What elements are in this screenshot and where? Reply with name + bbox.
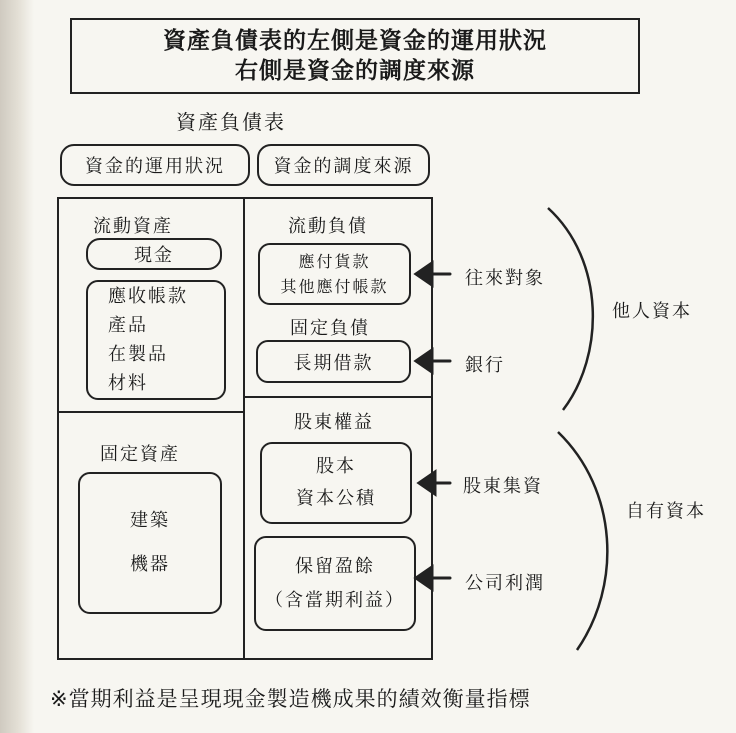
group-others-capital: 他人資本 <box>612 301 692 322</box>
right-header-label: 資金的調度來源 <box>273 156 414 177</box>
brace-own-capital <box>558 432 607 650</box>
source-shareholders: 股東集資 <box>463 476 543 497</box>
retained-earnings-item: （含當期利益） <box>265 589 405 611</box>
capital-item: 資本公積 <box>296 488 376 509</box>
payables-item: 其他應付帳款 <box>280 277 389 296</box>
arrow-company-profit-head <box>416 567 432 589</box>
left-header-label: 資金的運用狀況 <box>85 156 225 177</box>
source-company-profit: 公司利潤 <box>465 573 545 594</box>
capital-item: 股本 <box>316 456 356 477</box>
fixed-assets-item: 機器 <box>130 554 170 575</box>
equity-title: 股東權益 <box>294 412 374 433</box>
cash-label: 現金 <box>134 245 174 266</box>
source-bank: 銀行 <box>465 355 505 376</box>
current-liabilities-title: 流動負債 <box>288 216 368 237</box>
source-trade-partners: 往來對象 <box>465 268 545 289</box>
fixed-assets-title: 固定資產 <box>100 444 180 465</box>
balance-sheet-label: 資產負債表 <box>176 110 286 134</box>
brace-others-capital <box>548 208 593 410</box>
fixed-assets-item: 建築 <box>130 510 170 531</box>
arrow-bank-head <box>416 350 432 372</box>
group-own-capital: 自有資本 <box>626 501 706 522</box>
arrow-trade-partners-head <box>416 263 432 285</box>
footnote: ※當期利益是呈現現金製造機成果的績效衡量指標 <box>50 687 531 711</box>
receivables-item: 產品 <box>108 315 148 336</box>
receivables-item: 在製品 <box>108 344 168 365</box>
title-line-2: 右側是資金的調度來源 <box>235 58 475 84</box>
title-line-1: 資產負債表的左側是資金的運用狀況 <box>163 28 547 54</box>
receivables-item: 材料 <box>108 373 148 394</box>
retained-earnings-item: 保留盈餘 <box>295 555 375 577</box>
fixed-liabilities-title: 固定負債 <box>290 318 370 339</box>
payables-item: 應付貨款 <box>298 252 371 271</box>
receivables-item: 應收帳款 <box>108 286 188 307</box>
long-term-loan-label: 長期借款 <box>293 352 374 374</box>
current-assets-title: 流動資產 <box>93 216 173 237</box>
arrow-shareholders-head <box>419 472 435 494</box>
